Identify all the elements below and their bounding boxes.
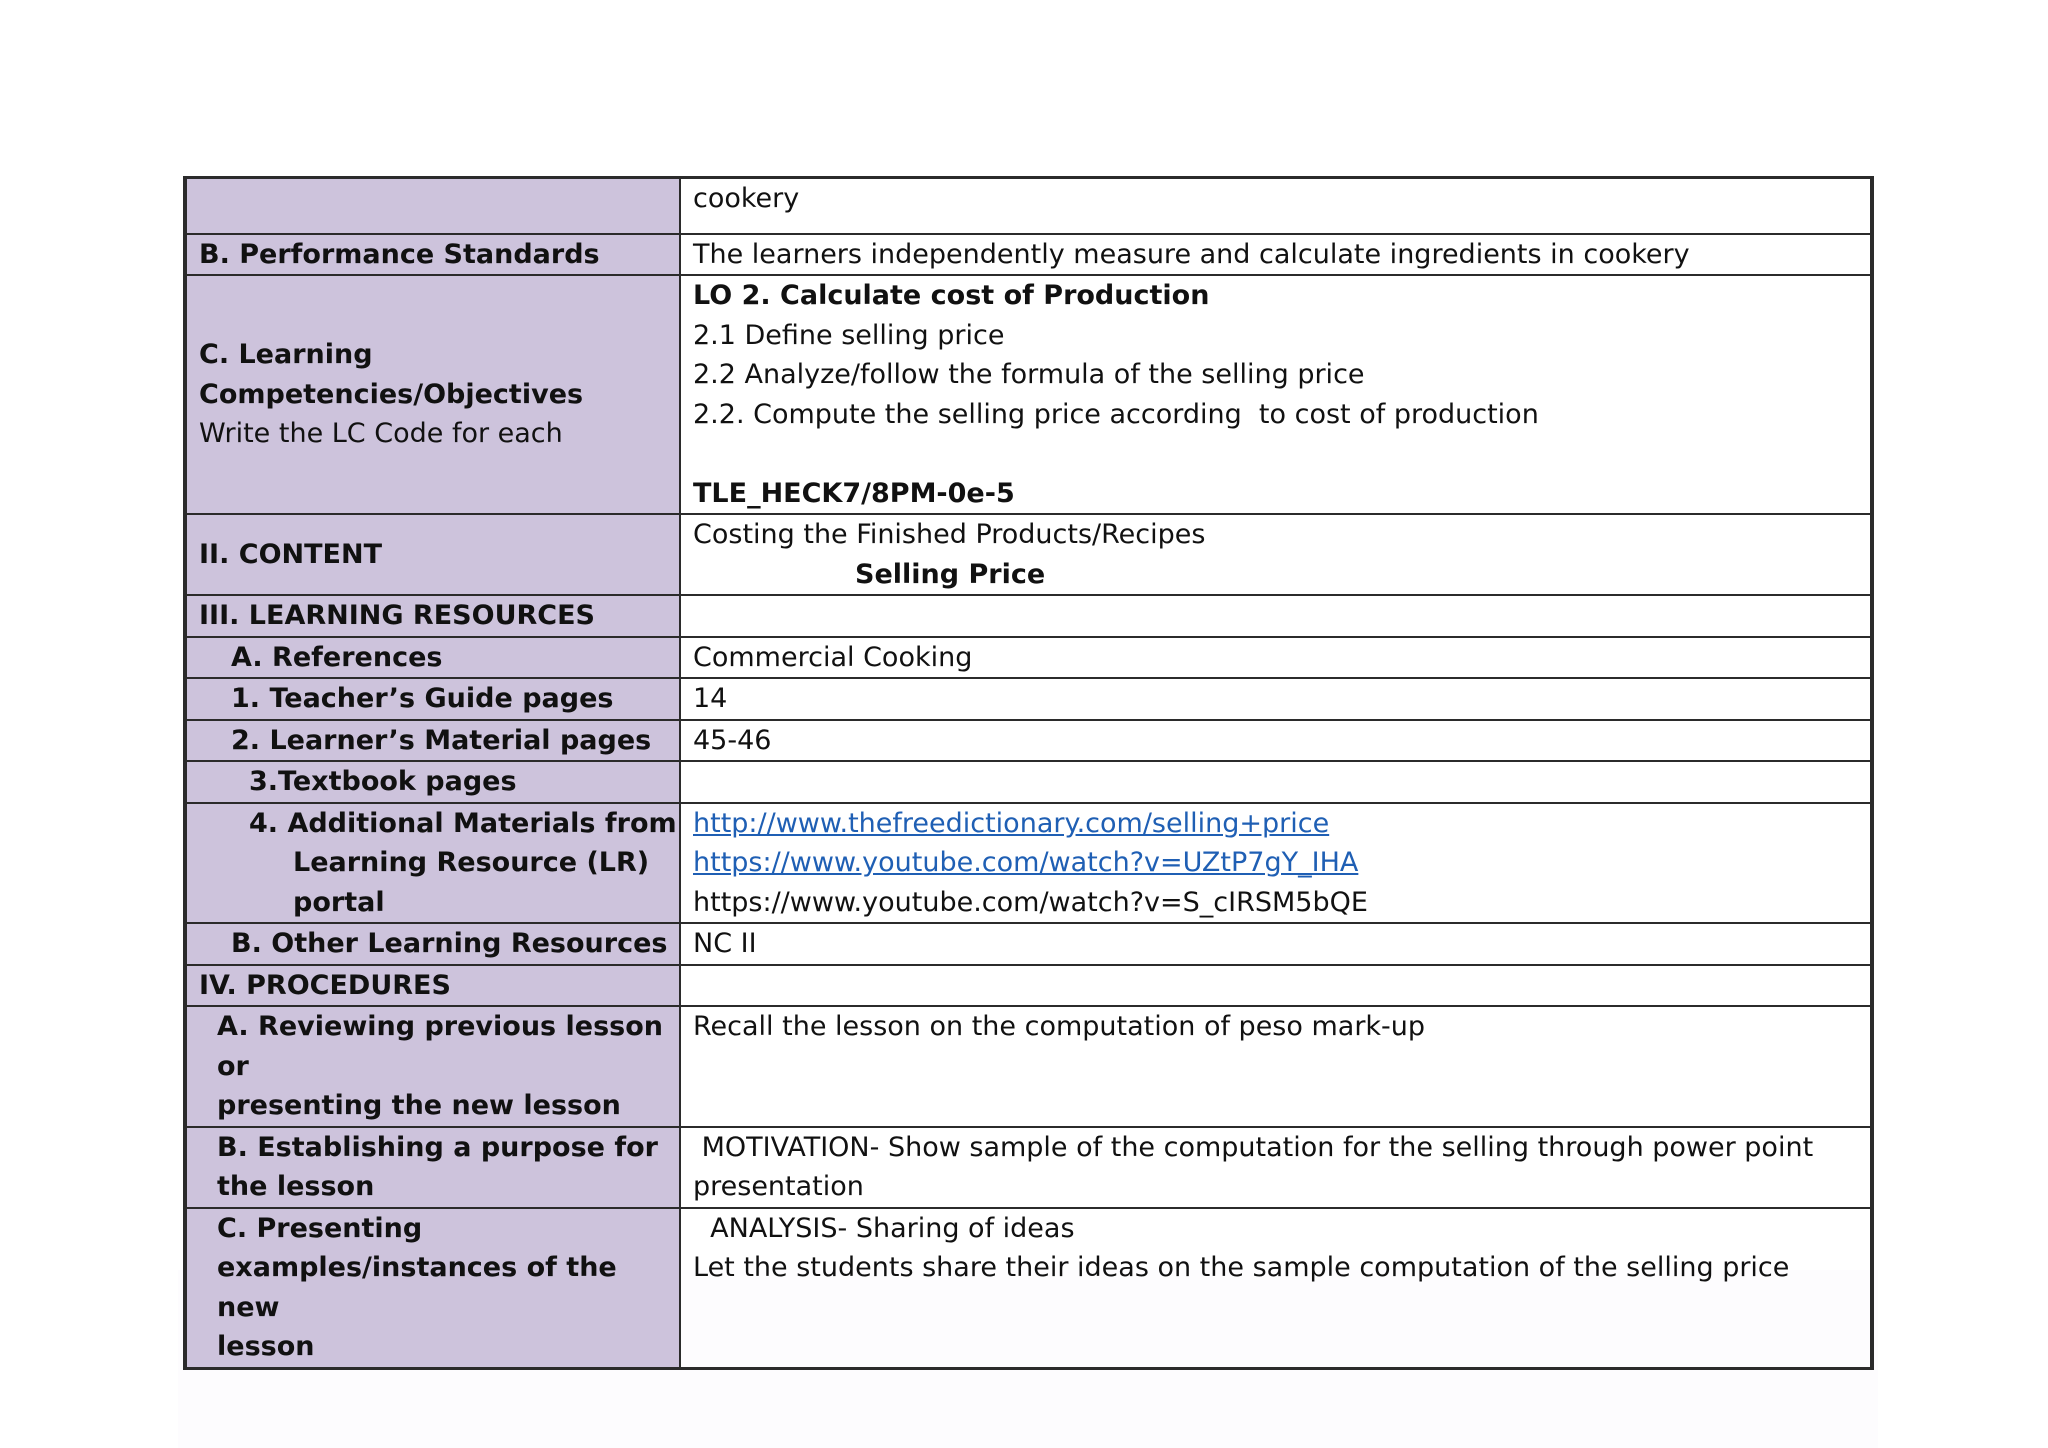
lesson-plan-table	[183, 176, 1874, 1370]
purpose-value: MOTIVATION- Show sample of the computation for the selling through power point presentation	[680, 1127, 1872, 1208]
other-resources-label: B. Other Learning Resources	[185, 923, 680, 965]
table-row	[185, 637, 1872, 679]
content-label: II. CONTENT	[185, 514, 680, 595]
value-cell: cookery	[680, 178, 1872, 234]
learning-competencies-value	[680, 275, 1872, 514]
additional-materials-label: 4. Additional Materials from Learning Resource (LR) portal	[185, 803, 680, 924]
table-row	[185, 514, 1872, 595]
purpose-label: B. Establishing a purpose for the lesson	[185, 1127, 680, 1208]
table-row	[185, 178, 1872, 234]
reviewing-value: Recall the lesson on the computation of peso mark-up	[680, 1006, 1872, 1127]
table-row	[185, 761, 1872, 803]
table-row	[185, 1208, 1872, 1369]
value-cell-empty	[680, 595, 1872, 637]
value-cell-empty	[680, 965, 1872, 1007]
references-label: A. References	[185, 637, 680, 679]
reviewing-label: A. Reviewing previous lesson or presenting the new lesson	[185, 1006, 680, 1127]
label-cell-empty	[185, 178, 680, 234]
objective-item: 2.1 Define selling price	[693, 319, 1005, 351]
youtube-link[interactable]: https://www.youtube.com/watch?v=UZtP7gY_IHA	[693, 847, 1359, 878]
objective-item: 2.2 Analyze/follow the formula of the selling price	[693, 359, 1365, 390]
presenting-label: C. Presenting examples/instances of the new lesson	[185, 1208, 680, 1369]
value-cell-empty	[680, 761, 1872, 803]
dictionary-link[interactable]: http://www.thefreedictionary.com/selling+price	[693, 807, 1330, 839]
lo-title: LO 2. Calculate cost of Production	[693, 280, 1210, 311]
youtube-url-text: https://www.youtube.com/watch?v=S_cIRSM5bQE	[693, 886, 1368, 918]
textbook-label: 3.Textbook pages	[185, 761, 680, 803]
learning-competencies-label: C. Learning Competencies/Objectives Write the LC Code for each	[185, 275, 680, 514]
table-row	[185, 678, 1872, 720]
teachers-guide-value: 14	[680, 678, 1872, 720]
objective-item: 2.2. Compute the selling price according to cost of production	[693, 398, 1539, 430]
table-row	[185, 595, 1872, 637]
presenting-value: ANALYSIS- Sharing of ideas Let the students share their ideas on the sample computation of the selling price	[680, 1208, 1872, 1369]
learners-material-label: 2. Learner’s Material pages	[185, 720, 680, 762]
table-row	[185, 1006, 1872, 1127]
references-value: Commercial Cooking	[680, 637, 1872, 679]
performance-standards-label: B. Performance Standards	[185, 234, 680, 276]
table-row	[185, 923, 1872, 965]
table-row	[185, 234, 1872, 276]
teachers-guide-label: 1. Teacher’s Guide pages	[185, 678, 680, 720]
table-row	[185, 1127, 1872, 1208]
lc-code: TLE_HECK7/8PM-0e-5	[693, 477, 1015, 509]
content-value: Costing the Finished Products/Recipes Selling Price	[680, 514, 1872, 595]
table-row	[185, 965, 1872, 1007]
procedures-label: IV. PROCEDURES	[185, 965, 680, 1007]
table-row	[185, 720, 1872, 762]
additional-materials-value	[680, 803, 1872, 924]
learners-material-value: 45-46	[680, 720, 1872, 762]
table-row	[185, 803, 1872, 924]
performance-standards-value: The learners independently measure and calculate ingredients in cookery	[680, 234, 1872, 276]
table-row	[185, 275, 1872, 514]
other-resources-value: NC II	[680, 923, 1872, 965]
learning-resources-label: III. LEARNING RESOURCES	[185, 595, 680, 637]
